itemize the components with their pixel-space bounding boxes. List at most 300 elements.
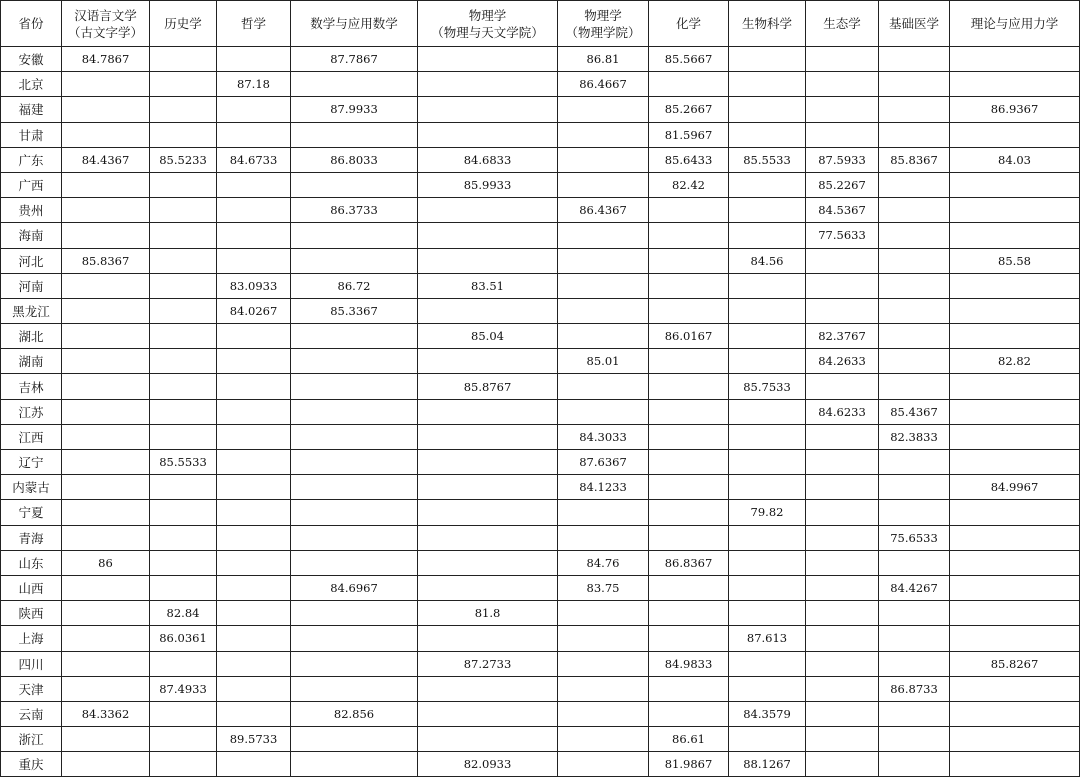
score-cell [649, 475, 729, 500]
score-cell [558, 727, 649, 752]
score-cell [217, 752, 291, 777]
score-cell: 85.7533 [729, 374, 806, 399]
score-cell: 85.9933 [418, 172, 558, 197]
score-cell [291, 727, 418, 752]
score-cell [879, 374, 950, 399]
table-row [1, 248, 1080, 273]
score-cell [62, 727, 150, 752]
table-row [1, 701, 1080, 726]
score-cell: 84.3362 [62, 701, 150, 726]
score-cell: 82.3833 [879, 424, 950, 449]
score-cell [558, 122, 649, 147]
score-cell [418, 727, 558, 752]
score-cell: 85.5667 [649, 47, 729, 72]
score-cell [150, 727, 217, 752]
score-cell [806, 525, 879, 550]
table-row [1, 97, 1080, 122]
province-cell: 天津 [1, 676, 62, 701]
score-cell [649, 701, 729, 726]
score-cell [150, 575, 217, 600]
score-cell [150, 349, 217, 374]
table-row [1, 601, 1080, 626]
header-label: 化学 [675, 16, 701, 31]
header-label: 历史学 [164, 16, 202, 31]
score-cell [950, 324, 1080, 349]
table-row [1, 47, 1080, 72]
score-cell: 85.58 [950, 248, 1080, 273]
score-cell [879, 475, 950, 500]
table-row [1, 550, 1080, 575]
column-header [217, 1, 291, 47]
score-cell [217, 349, 291, 374]
score-cell [291, 122, 418, 147]
score-cell: 85.5533 [150, 450, 217, 475]
score-cell [649, 374, 729, 399]
score-cell [558, 752, 649, 777]
score-cell [291, 223, 418, 248]
score-cell [150, 122, 217, 147]
score-cell [291, 374, 418, 399]
score-cell [558, 223, 649, 248]
table-row [1, 450, 1080, 475]
score-cell: 82.82 [950, 349, 1080, 374]
score-cell [418, 298, 558, 323]
score-cell [950, 72, 1080, 97]
score-cell [806, 450, 879, 475]
score-cell [291, 324, 418, 349]
score-cell [291, 651, 418, 676]
score-cell: 85.4367 [879, 399, 950, 424]
header-label: 物理学 [468, 7, 507, 23]
score-cell [150, 72, 217, 97]
score-cell [649, 349, 729, 374]
table-row [1, 122, 1080, 147]
score-cell [806, 273, 879, 298]
score-cell: 82.3767 [806, 324, 879, 349]
header-label: 哲学 [240, 16, 266, 31]
score-cell [879, 651, 950, 676]
score-cell [217, 626, 291, 651]
column-header [649, 1, 729, 47]
score-cell [150, 248, 217, 273]
score-cell: 83.0933 [217, 273, 291, 298]
score-cell: 84.4267 [879, 575, 950, 600]
province-cell: 江苏 [1, 399, 62, 424]
score-cell [879, 500, 950, 525]
score-cell [729, 223, 806, 248]
score-cell [418, 500, 558, 525]
score-cell [62, 273, 150, 298]
score-cell [62, 349, 150, 374]
score-cell [62, 122, 150, 147]
score-cell [649, 676, 729, 701]
score-cell [729, 273, 806, 298]
score-cell [150, 273, 217, 298]
score-cell [729, 72, 806, 97]
province-cell: 浙江 [1, 727, 62, 752]
score-cell [62, 475, 150, 500]
score-cell [62, 525, 150, 550]
table-row [1, 324, 1080, 349]
score-cell: 87.5933 [806, 147, 879, 172]
score-cell [729, 727, 806, 752]
score-cell [950, 424, 1080, 449]
score-cell [418, 122, 558, 147]
header-label: 基础医学 [888, 16, 939, 31]
score-cell [418, 198, 558, 223]
score-cell [729, 97, 806, 122]
score-cell [806, 72, 879, 97]
column-header [729, 1, 806, 47]
score-cell [558, 500, 649, 525]
score-cell [879, 550, 950, 575]
score-cell [950, 374, 1080, 399]
score-cell [62, 626, 150, 651]
score-cell: 81.8 [418, 601, 558, 626]
score-cell: 86.72 [291, 273, 418, 298]
score-cell [150, 399, 217, 424]
header-label: 汉语言文学 [74, 7, 137, 23]
table-row [1, 752, 1080, 777]
table-row [1, 198, 1080, 223]
score-cell [558, 525, 649, 550]
score-cell: 84.6233 [806, 399, 879, 424]
score-cell [291, 475, 418, 500]
header-label: 理论与应用力学 [970, 16, 1059, 31]
score-cell [217, 450, 291, 475]
score-cell [729, 651, 806, 676]
score-cell [950, 752, 1080, 777]
score-cell: 86.8367 [649, 550, 729, 575]
score-cell: 79.82 [729, 500, 806, 525]
score-cell [649, 298, 729, 323]
score-cell [806, 298, 879, 323]
score-cell: 85.8367 [879, 147, 950, 172]
table-row [1, 475, 1080, 500]
column-header-province [1, 1, 62, 47]
score-cell [950, 399, 1080, 424]
score-cell [150, 525, 217, 550]
score-cell [150, 500, 217, 525]
score-cell [950, 172, 1080, 197]
score-cell [150, 172, 217, 197]
header-label: 数学与应用数学 [310, 16, 398, 31]
score-cell [217, 47, 291, 72]
score-cell [879, 72, 950, 97]
score-cell [879, 47, 950, 72]
province-cell: 贵州 [1, 198, 62, 223]
score-cell [729, 399, 806, 424]
column-header [806, 1, 879, 47]
score-cell [291, 349, 418, 374]
score-cell [649, 248, 729, 273]
column-header [418, 1, 558, 47]
score-cell [806, 47, 879, 72]
score-cell [950, 273, 1080, 298]
score-cell [150, 475, 217, 500]
score-cell [806, 701, 879, 726]
score-cell [806, 752, 879, 777]
score-cell [806, 122, 879, 147]
score-cell [217, 198, 291, 223]
score-cell [558, 374, 649, 399]
table-row [1, 500, 1080, 525]
column-header [950, 1, 1080, 47]
score-cell [558, 651, 649, 676]
score-cell: 81.5967 [649, 122, 729, 147]
score-cell [291, 500, 418, 525]
table-row [1, 399, 1080, 424]
score-cell [418, 399, 558, 424]
score-cell [418, 626, 558, 651]
score-cell [806, 601, 879, 626]
table-row [1, 651, 1080, 676]
score-cell [62, 97, 150, 122]
score-cell: 81.9867 [649, 752, 729, 777]
score-cell: 84.03 [950, 147, 1080, 172]
score-cell: 83.51 [418, 273, 558, 298]
score-cell [950, 575, 1080, 600]
score-cell [418, 223, 558, 248]
score-cell [558, 273, 649, 298]
province-cell: 湖北 [1, 324, 62, 349]
score-cell [217, 324, 291, 349]
score-cell [217, 601, 291, 626]
score-cell [418, 450, 558, 475]
score-cell: 84.76 [558, 550, 649, 575]
score-cell [950, 298, 1080, 323]
score-cell [879, 626, 950, 651]
score-cell [291, 676, 418, 701]
score-cell: 87.7867 [291, 47, 418, 72]
score-cell [150, 550, 217, 575]
province-cell: 山东 [1, 550, 62, 575]
score-cell [150, 424, 217, 449]
score-cell [418, 47, 558, 72]
score-cell [418, 475, 558, 500]
score-cell [649, 198, 729, 223]
score-cell: 85.8767 [418, 374, 558, 399]
score-cell: 82.42 [649, 172, 729, 197]
score-cell [950, 601, 1080, 626]
province-cell: 山西 [1, 575, 62, 600]
score-cell: 89.5733 [217, 727, 291, 752]
score-cell [217, 97, 291, 122]
score-cell: 84.5367 [806, 198, 879, 223]
score-cell: 86.8733 [879, 676, 950, 701]
score-cell [150, 374, 217, 399]
score-cell: 85.5233 [150, 147, 217, 172]
score-cell [558, 298, 649, 323]
score-cell [649, 601, 729, 626]
score-cell [558, 147, 649, 172]
score-cell [649, 500, 729, 525]
score-cell [729, 198, 806, 223]
score-cell [950, 676, 1080, 701]
score-cell [558, 626, 649, 651]
score-cell [879, 324, 950, 349]
score-cell [806, 575, 879, 600]
score-cell: 86.4667 [558, 72, 649, 97]
score-cell: 86 [62, 550, 150, 575]
table-row [1, 727, 1080, 752]
table-row [1, 374, 1080, 399]
table-row [1, 273, 1080, 298]
score-cell [950, 122, 1080, 147]
score-cell [291, 626, 418, 651]
score-cell [649, 424, 729, 449]
score-cell [879, 223, 950, 248]
score-cell [649, 223, 729, 248]
score-cell: 85.5533 [729, 147, 806, 172]
header-sublabel: （物理学院） [565, 24, 641, 40]
score-cell [291, 424, 418, 449]
province-cell: 重庆 [1, 752, 62, 777]
score-cell [729, 324, 806, 349]
score-cell [806, 651, 879, 676]
table-row [1, 676, 1080, 701]
score-cell [649, 525, 729, 550]
score-cell [217, 525, 291, 550]
score-cell [291, 248, 418, 273]
score-cell: 86.0167 [649, 324, 729, 349]
header-row [1, 1, 1080, 47]
province-cell: 青海 [1, 525, 62, 550]
table-row [1, 72, 1080, 97]
score-cell [62, 399, 150, 424]
score-cell [806, 424, 879, 449]
score-cell: 82.84 [150, 601, 217, 626]
score-cell [879, 752, 950, 777]
score-cell [950, 47, 1080, 72]
score-cell: 87.6367 [558, 450, 649, 475]
score-cell: 84.6833 [418, 147, 558, 172]
score-cell [418, 97, 558, 122]
province-cell: 广东 [1, 147, 62, 172]
score-cell [879, 298, 950, 323]
score-cell [950, 500, 1080, 525]
score-cell [806, 97, 879, 122]
score-cell [879, 601, 950, 626]
score-cell [62, 575, 150, 600]
score-cell [217, 374, 291, 399]
score-cell [558, 172, 649, 197]
score-cell [950, 198, 1080, 223]
score-cell: 84.3579 [729, 701, 806, 726]
score-cell [649, 72, 729, 97]
score-cell [291, 172, 418, 197]
header-sublabel: （物理与天文学院） [431, 24, 544, 40]
score-cell [217, 500, 291, 525]
score-cell: 85.01 [558, 349, 649, 374]
score-cell [217, 172, 291, 197]
header-label: 省份 [18, 16, 44, 31]
score-cell: 87.18 [217, 72, 291, 97]
province-cell: 福建 [1, 97, 62, 122]
score-cell [217, 475, 291, 500]
province-cell: 云南 [1, 701, 62, 726]
score-cell [950, 550, 1080, 575]
score-cell [950, 626, 1080, 651]
score-cell [62, 450, 150, 475]
score-cell: 87.9933 [291, 97, 418, 122]
score-cell: 83.75 [558, 575, 649, 600]
score-cell [217, 399, 291, 424]
score-cell [879, 248, 950, 273]
province-cell: 陕西 [1, 601, 62, 626]
score-cell [558, 97, 649, 122]
score-cell [649, 626, 729, 651]
province-cell: 湖南 [1, 349, 62, 374]
score-cell: 84.6967 [291, 575, 418, 600]
score-cell [217, 575, 291, 600]
province-cell: 辽宁 [1, 450, 62, 475]
score-cell [217, 223, 291, 248]
table-row [1, 147, 1080, 172]
score-cell [418, 575, 558, 600]
province-cell: 甘肃 [1, 122, 62, 147]
score-cell [217, 550, 291, 575]
province-cell: 内蒙古 [1, 475, 62, 500]
score-cell [806, 500, 879, 525]
score-cell [729, 424, 806, 449]
score-cell [806, 374, 879, 399]
score-cell [806, 676, 879, 701]
province-cell: 江西 [1, 424, 62, 449]
score-cell [806, 248, 879, 273]
score-cell: 87.2733 [418, 651, 558, 676]
score-cell: 86.4367 [558, 198, 649, 223]
header-label: 生态学 [823, 16, 861, 31]
score-cell [418, 701, 558, 726]
score-cell [950, 525, 1080, 550]
score-cell [291, 450, 418, 475]
table-body [1, 47, 1080, 777]
table-row [1, 298, 1080, 323]
score-cell [879, 450, 950, 475]
score-cell: 86.8033 [291, 147, 418, 172]
table-row [1, 223, 1080, 248]
score-cell [558, 701, 649, 726]
province-cell: 四川 [1, 651, 62, 676]
score-cell [150, 47, 217, 72]
score-cell: 85.04 [418, 324, 558, 349]
score-cell [62, 198, 150, 223]
score-cell: 84.7867 [62, 47, 150, 72]
score-cell: 86.9367 [950, 97, 1080, 122]
score-cell [62, 172, 150, 197]
score-cell [62, 374, 150, 399]
header-label: 生物科学 [741, 16, 792, 31]
province-cell: 吉林 [1, 374, 62, 399]
score-cell [418, 550, 558, 575]
score-cell [806, 475, 879, 500]
score-cell: 86.61 [649, 727, 729, 752]
score-cell: 86.81 [558, 47, 649, 72]
table-row [1, 626, 1080, 651]
score-cell [62, 500, 150, 525]
score-cell [62, 601, 150, 626]
score-cell: 86.0361 [150, 626, 217, 651]
score-cell [291, 72, 418, 97]
score-cell [879, 349, 950, 374]
score-cell [649, 575, 729, 600]
table-row [1, 424, 1080, 449]
score-cell [558, 601, 649, 626]
score-cell [291, 550, 418, 575]
province-cell: 广西 [1, 172, 62, 197]
score-cell [150, 97, 217, 122]
